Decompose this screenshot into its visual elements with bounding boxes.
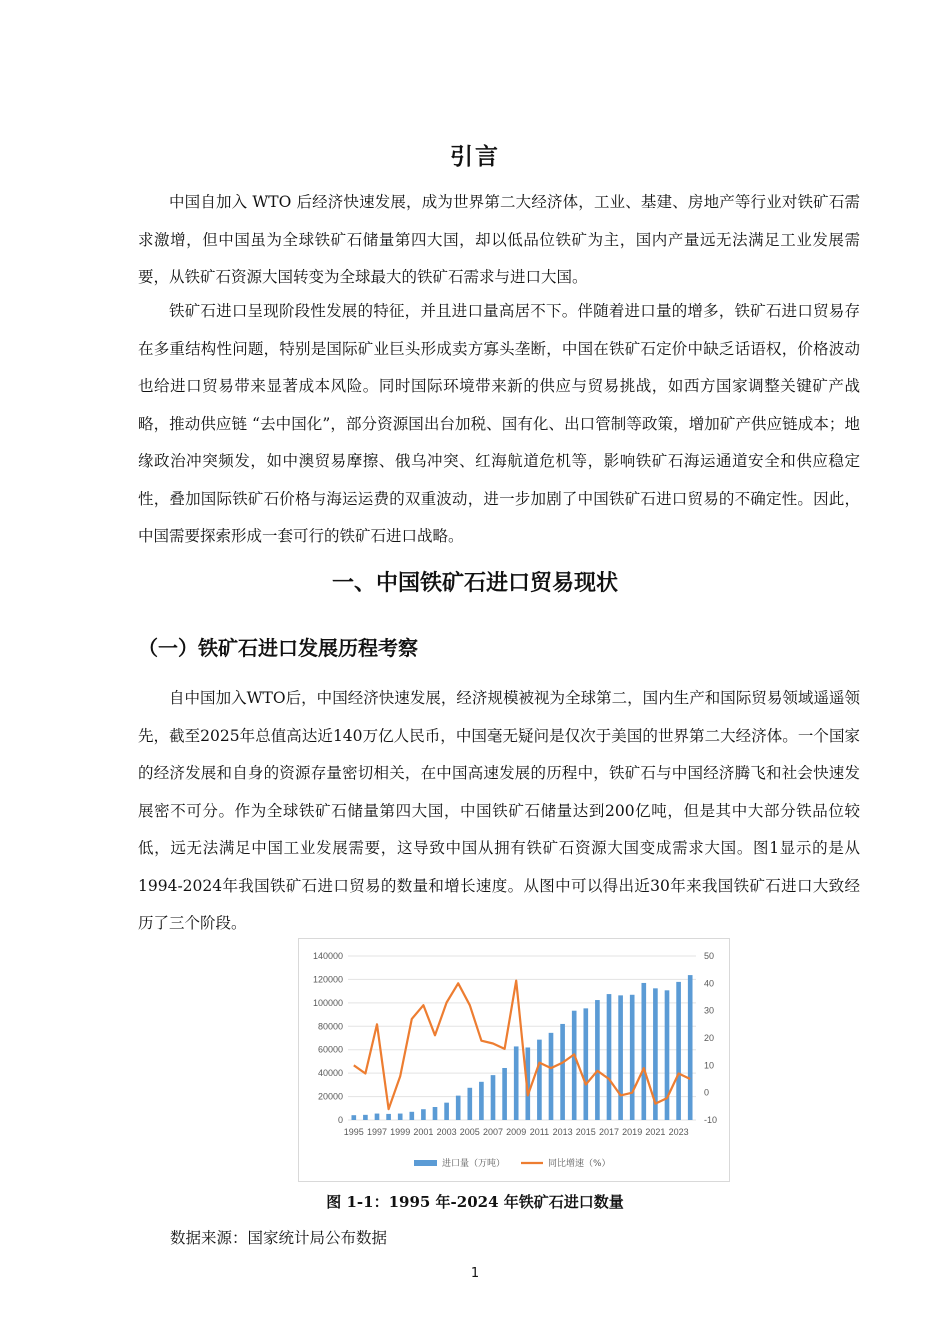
bar	[444, 1103, 449, 1120]
bar	[491, 1075, 496, 1120]
x-tick-label: 2015	[575, 1127, 596, 1137]
bar	[502, 1068, 507, 1120]
bar	[618, 995, 623, 1120]
bar	[607, 994, 612, 1120]
y-left-tick-label: 0	[337, 1115, 343, 1125]
x-tick-label: 1997	[366, 1127, 388, 1137]
bar	[386, 1114, 391, 1120]
x-tick-label: 2005	[459, 1127, 480, 1137]
bar	[479, 1082, 484, 1120]
growth-line	[354, 981, 690, 1110]
y-left-tick-label: 140000	[312, 951, 343, 961]
bar	[665, 990, 670, 1120]
y-right-tick-label: 20	[704, 1033, 715, 1043]
intro-title: 引言	[450, 144, 500, 170]
y-right-tick-label: -10	[704, 1115, 718, 1125]
x-tick-label: 1995	[343, 1127, 364, 1137]
x-tick-label: 1999	[390, 1127, 411, 1137]
x-tick-label: 2021	[645, 1127, 666, 1137]
y-right-tick-label: 30	[704, 1005, 715, 1016]
bar	[583, 1008, 588, 1120]
bar	[676, 982, 681, 1120]
data-source: 数据来源：国家统计局公布数据	[170, 1229, 388, 1247]
legend-bar-label: 进口量（万吨）	[442, 1159, 506, 1169]
x-tick-label: 2011	[529, 1127, 550, 1137]
y-left-tick-label: 60000	[317, 1044, 343, 1055]
page-number: 1	[470, 1266, 480, 1281]
x-tick-label: 2007	[482, 1127, 504, 1137]
x-tick-label: 2023	[668, 1127, 689, 1137]
bar	[421, 1109, 426, 1120]
x-tick-label: 2019	[622, 1127, 643, 1137]
bar	[630, 995, 635, 1120]
bar	[456, 1096, 461, 1120]
intro-paragraph-2: 铁矿石进口呈现阶段性发展的特征，并且进口量高居不下。伴随着进口量的增多，铁矿石进口贸易存在多重结构性问题，特别是国际矿业巨头形成卖方寡头垄断，中国在铁矿石定价中缺乏话语权，价格波动也给进口贸易带来显著成本风险。同时国际环境带来新的供应与贸易挑战，如西方国家调整关键矿产战略，推动供应链 “去中国化”，部分资源国出台加税、国有化、出口管制等政策，增加矿产供应链成本；地缘政治冲突频发，如中澳贸易摩擦、俄乌冲突、红海航道危机等，影响铁矿石海运通道安全和供应稳定性，叠加国际铁矿石价格与海运运费的双重波动，进一步加剧了中国铁矿石进口贸易的不确定性。因此，中国需要探索形成一套可行的铁矿石进口战略。	[138, 302, 860, 545]
y-left-tick-label: 120000	[312, 974, 343, 985]
y-right-tick-label: 50	[704, 951, 715, 961]
subsection-paragraph: 自中国加入WTO后，中国经济快速发展，经济规模被视为全球第二，国内生产和国际贸易领域遥遥领先，截至2025年总值高达近140万亿人民币，中国毫无疑问是仅次于美国的世界第二大经济体。一个国家的经济发展和自身的资源存量密切相关，在中国高速发展的历程中，铁矿石与中国经济腾飞和社会快速发展密不可分。作为全球铁矿石储量第四大国，中国铁矿石储量达到200亿吨，但是其中大部分铁品位较低，远无法满足中国工业发展需要，这导致中国从拥有铁矿石资源大国变成需求大国。图1显示的是从1994-2024年我国铁矿石进口贸易的数量和增长速度。从图中可以得出近30年来我国铁矿石进口大致经历了三个阶段。	[138, 689, 860, 932]
bar	[409, 1112, 414, 1120]
x-tick-label: 2009	[506, 1127, 527, 1137]
legend-line-label: 同比增速（%）	[548, 1159, 611, 1169]
y-right-tick-label: 10	[704, 1060, 715, 1071]
chart-figure	[298, 938, 730, 1182]
bar	[398, 1114, 403, 1120]
intro-paragraph-1: 中国自加入 WTO 后经济快速发展，成为世界第二大经济体，工业、基建、房地产等行业对铁矿石需求激增，但中国虽为全球铁矿石储量第四大国，却以低品位铁矿为主，国内产量远无法满足工业发展需要，从铁矿石资源大国转变为全球最大的铁矿石需求与进口大国。	[138, 193, 860, 286]
bar	[549, 1033, 554, 1120]
x-tick-label: 2001	[413, 1127, 434, 1137]
bar	[572, 1011, 577, 1120]
bar	[595, 1000, 600, 1120]
bar	[514, 1046, 519, 1120]
y-left-tick-label: 20000	[317, 1091, 343, 1102]
bar	[375, 1114, 380, 1120]
bar	[537, 1040, 542, 1120]
y-right-tick-label: 40	[704, 978, 715, 989]
x-tick-label: 2013	[552, 1127, 573, 1137]
legend-bar-swatch	[414, 1160, 437, 1166]
bar	[467, 1088, 472, 1120]
y-left-tick-label: 100000	[312, 997, 343, 1008]
iron-ore-import-chart	[299, 939, 731, 1183]
y-right-tick-label: 0	[704, 1087, 710, 1098]
figure-caption: 图 1-1：1995 年-2024 年铁矿石进口数量	[326, 1193, 624, 1211]
bar	[363, 1115, 368, 1120]
subsection-heading: （一）铁矿石进口发展历程考察	[138, 636, 418, 660]
bar	[433, 1107, 438, 1120]
x-tick-label: 2003	[436, 1127, 457, 1137]
bar	[351, 1115, 356, 1120]
y-left-tick-label: 80000	[317, 1021, 343, 1032]
bar	[688, 975, 693, 1120]
section-heading: 一、中国铁矿石进口贸易现状	[331, 571, 618, 596]
bar	[641, 983, 646, 1120]
bar	[560, 1024, 565, 1120]
x-tick-label: 2017	[598, 1127, 620, 1137]
y-left-tick-label: 40000	[317, 1068, 343, 1079]
